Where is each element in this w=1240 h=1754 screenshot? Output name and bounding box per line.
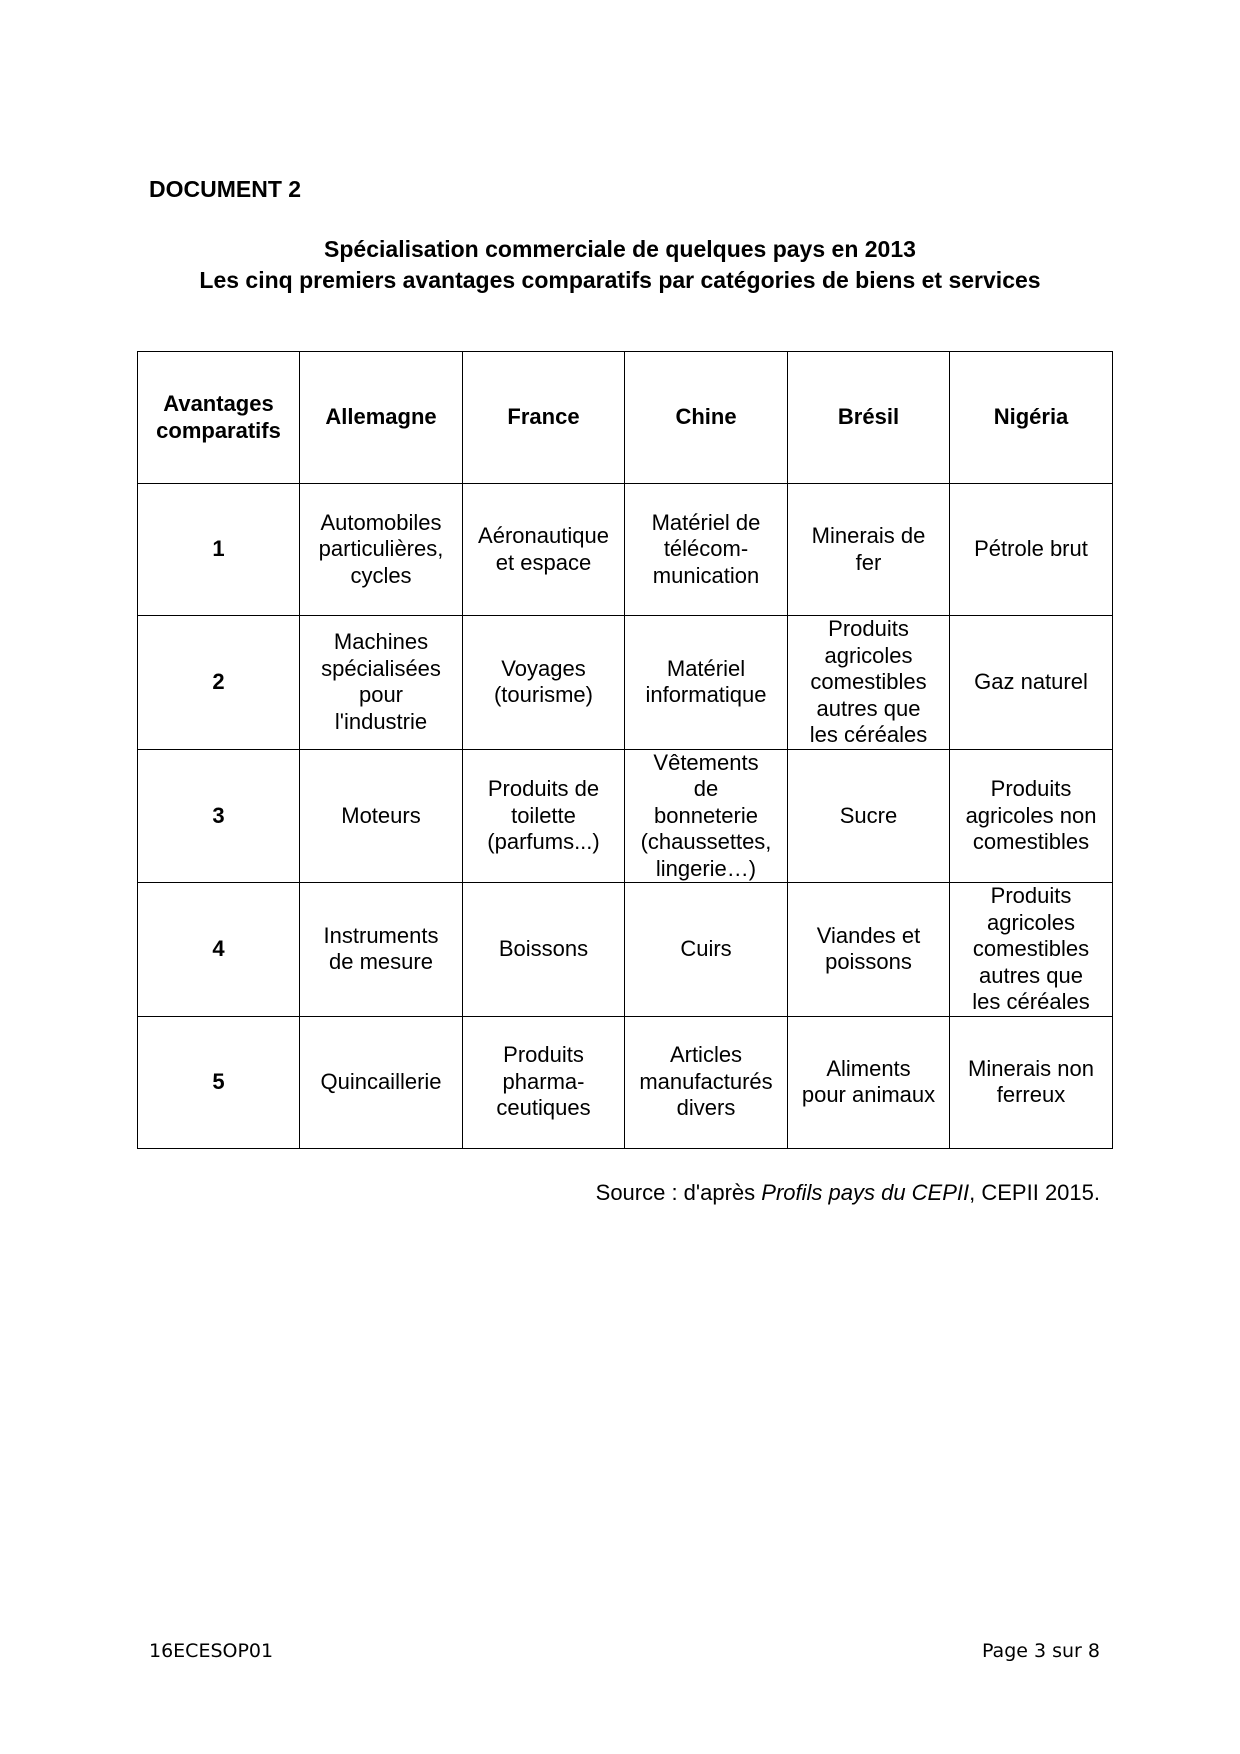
table-header-row (138, 352, 1113, 484)
table-cell (300, 883, 463, 1017)
cell-line: particulières, (318, 536, 444, 562)
cell-line: (chaussettes, (640, 829, 772, 854)
cell-line: bonneterie (654, 802, 758, 828)
rank-cell: 4 (138, 883, 300, 1017)
cell-line: Voyages (501, 655, 586, 681)
cell-line: ceutiques (496, 1095, 591, 1121)
table-cell (950, 616, 1113, 750)
header-cell-country (950, 352, 1113, 484)
rank-cell: 5 (138, 1016, 300, 1148)
cell-line: Quincaillerie (320, 1068, 442, 1094)
cell-line: agricoles (986, 909, 1076, 935)
cell-line: agricoles non (965, 802, 1097, 828)
table-cell (625, 616, 788, 750)
cell-line: Articles (669, 1042, 743, 1068)
cell-line: Machines (333, 629, 429, 655)
cell-line: comestibles (972, 829, 1090, 854)
cell-line: pour (358, 682, 404, 708)
cell-line: ferreux (996, 1082, 1066, 1107)
table-cell (463, 1016, 625, 1148)
cell-line: pharma- (502, 1068, 585, 1094)
cell-line: (tourisme) (493, 682, 593, 708)
cell-line: manufacturés (639, 1068, 773, 1094)
table-cell (463, 484, 625, 616)
cell-line: Produits (990, 883, 1072, 908)
cell-line: Moteurs (341, 802, 421, 828)
cell-line: Automobiles (320, 509, 442, 535)
table-cell (300, 1016, 463, 1148)
table-row (138, 1016, 1113, 1148)
cell-line: comestibles (972, 936, 1090, 961)
footer-code: 16ECESOP01 (149, 1640, 274, 1662)
table-cell (950, 749, 1113, 883)
table-cell (950, 484, 1113, 616)
cell-line: agricoles (824, 642, 913, 668)
comparative-advantages-table (137, 351, 1113, 1149)
header-cell-advantages (138, 352, 300, 484)
cell-line: lingerie…) (655, 855, 757, 881)
source-title: Profils pays du CEPII (761, 1180, 970, 1205)
header-cell-country (788, 352, 950, 484)
rank-cell: 3 (138, 749, 300, 883)
cell-line: Produits (503, 1042, 584, 1068)
rank-cell: 1 (138, 484, 300, 616)
table-cell (463, 883, 625, 1017)
cell-line: (parfums...) (487, 829, 600, 854)
cell-line: et espace (495, 549, 592, 575)
cell-line: Nigéria (993, 404, 1069, 430)
table-cell (950, 883, 1113, 1017)
cell-line: autres que (816, 695, 921, 721)
cell-line: Chine (675, 404, 737, 430)
cell-line: l'industrie (334, 708, 428, 734)
table-cell (788, 484, 950, 616)
cell-line: cycles (350, 562, 412, 588)
header-cell-country (625, 352, 788, 484)
header-cell-country (300, 352, 463, 484)
cell-line: Gaz naturel (974, 669, 1088, 694)
cell-line: France (507, 404, 580, 430)
table-cell (463, 616, 625, 750)
cell-line: poissons (825, 949, 912, 975)
table-cell (300, 749, 463, 883)
cell-line: Vêtements (653, 749, 759, 775)
table-body (138, 484, 1113, 1149)
table-cell (300, 616, 463, 750)
cell-line: autres que (979, 962, 1083, 988)
cell-line: Boissons (498, 936, 589, 961)
cell-line: télécom- (663, 536, 749, 562)
cell-line: pour animaux (801, 1082, 936, 1107)
cell-line: munication (652, 562, 760, 588)
cell-line: divers (676, 1095, 736, 1121)
cell-line: Instruments (323, 922, 439, 948)
document-label: DOCUMENT 2 (149, 176, 302, 202)
cell-line: Matériel de (651, 509, 761, 535)
header-cell-country (463, 352, 625, 484)
cell-line: Minerais non (968, 1055, 1094, 1081)
cell-line: Minerais de (811, 523, 926, 548)
table-cell (625, 749, 788, 883)
cell-line: de mesure (329, 949, 433, 975)
title-line-2: Les cinq premiers avantages comparatifs par catégories de biens et services (199, 267, 1041, 293)
document-titles (0, 234, 1240, 296)
table-cell (788, 883, 950, 1017)
cell-line: Allemagne (325, 404, 437, 430)
table-cell (950, 1016, 1113, 1148)
cell-line: Avantages (163, 391, 274, 416)
cell-line: Matériel (666, 655, 746, 681)
cell-line: comestibles (810, 669, 927, 694)
table-row (138, 484, 1113, 616)
cell-line: Produits de (487, 776, 600, 801)
cell-line: de (693, 776, 719, 801)
cell-line: les céréales (809, 722, 928, 747)
cell-line: fer (855, 549, 882, 575)
cell-line: Aliments (826, 1055, 911, 1081)
table-row (138, 883, 1113, 1017)
source-prefix: Source : d'après (595, 1180, 762, 1205)
cell-line: Pétrole brut (974, 536, 1088, 562)
source-note (596, 1180, 1100, 1206)
table-row (138, 749, 1113, 883)
title-line-1: Spécialisation commerciale de quelques pays en 2013 (324, 236, 916, 262)
cell-line: Aéronautique (478, 523, 609, 548)
table-cell (300, 484, 463, 616)
cell-line: toilette (511, 802, 576, 828)
cell-line: Produits (828, 616, 909, 641)
cell-line: Sucre (839, 802, 898, 828)
table-cell (788, 1016, 950, 1148)
footer-page-number: Page 3 sur 8 (981, 1640, 1100, 1662)
source-suffix: , CEPII 2015. (969, 1180, 1100, 1205)
table-cell (625, 484, 788, 616)
table-cell (788, 616, 950, 750)
cell-line: Viandes et (816, 922, 921, 948)
cell-line: les céréales (972, 989, 1090, 1014)
cell-line: informatique (645, 682, 767, 708)
table-cell (625, 1016, 788, 1148)
rank-cell: 2 (138, 616, 300, 750)
table-cell (463, 749, 625, 883)
table-cell (625, 883, 788, 1017)
cell-line: comparatifs (156, 417, 281, 443)
cell-line: Brésil (837, 404, 900, 430)
table-cell (788, 749, 950, 883)
table-row (138, 616, 1113, 750)
cell-line: spécialisées (321, 655, 441, 681)
cell-line: Cuirs (680, 936, 732, 961)
cell-line: Produits (990, 776, 1072, 801)
